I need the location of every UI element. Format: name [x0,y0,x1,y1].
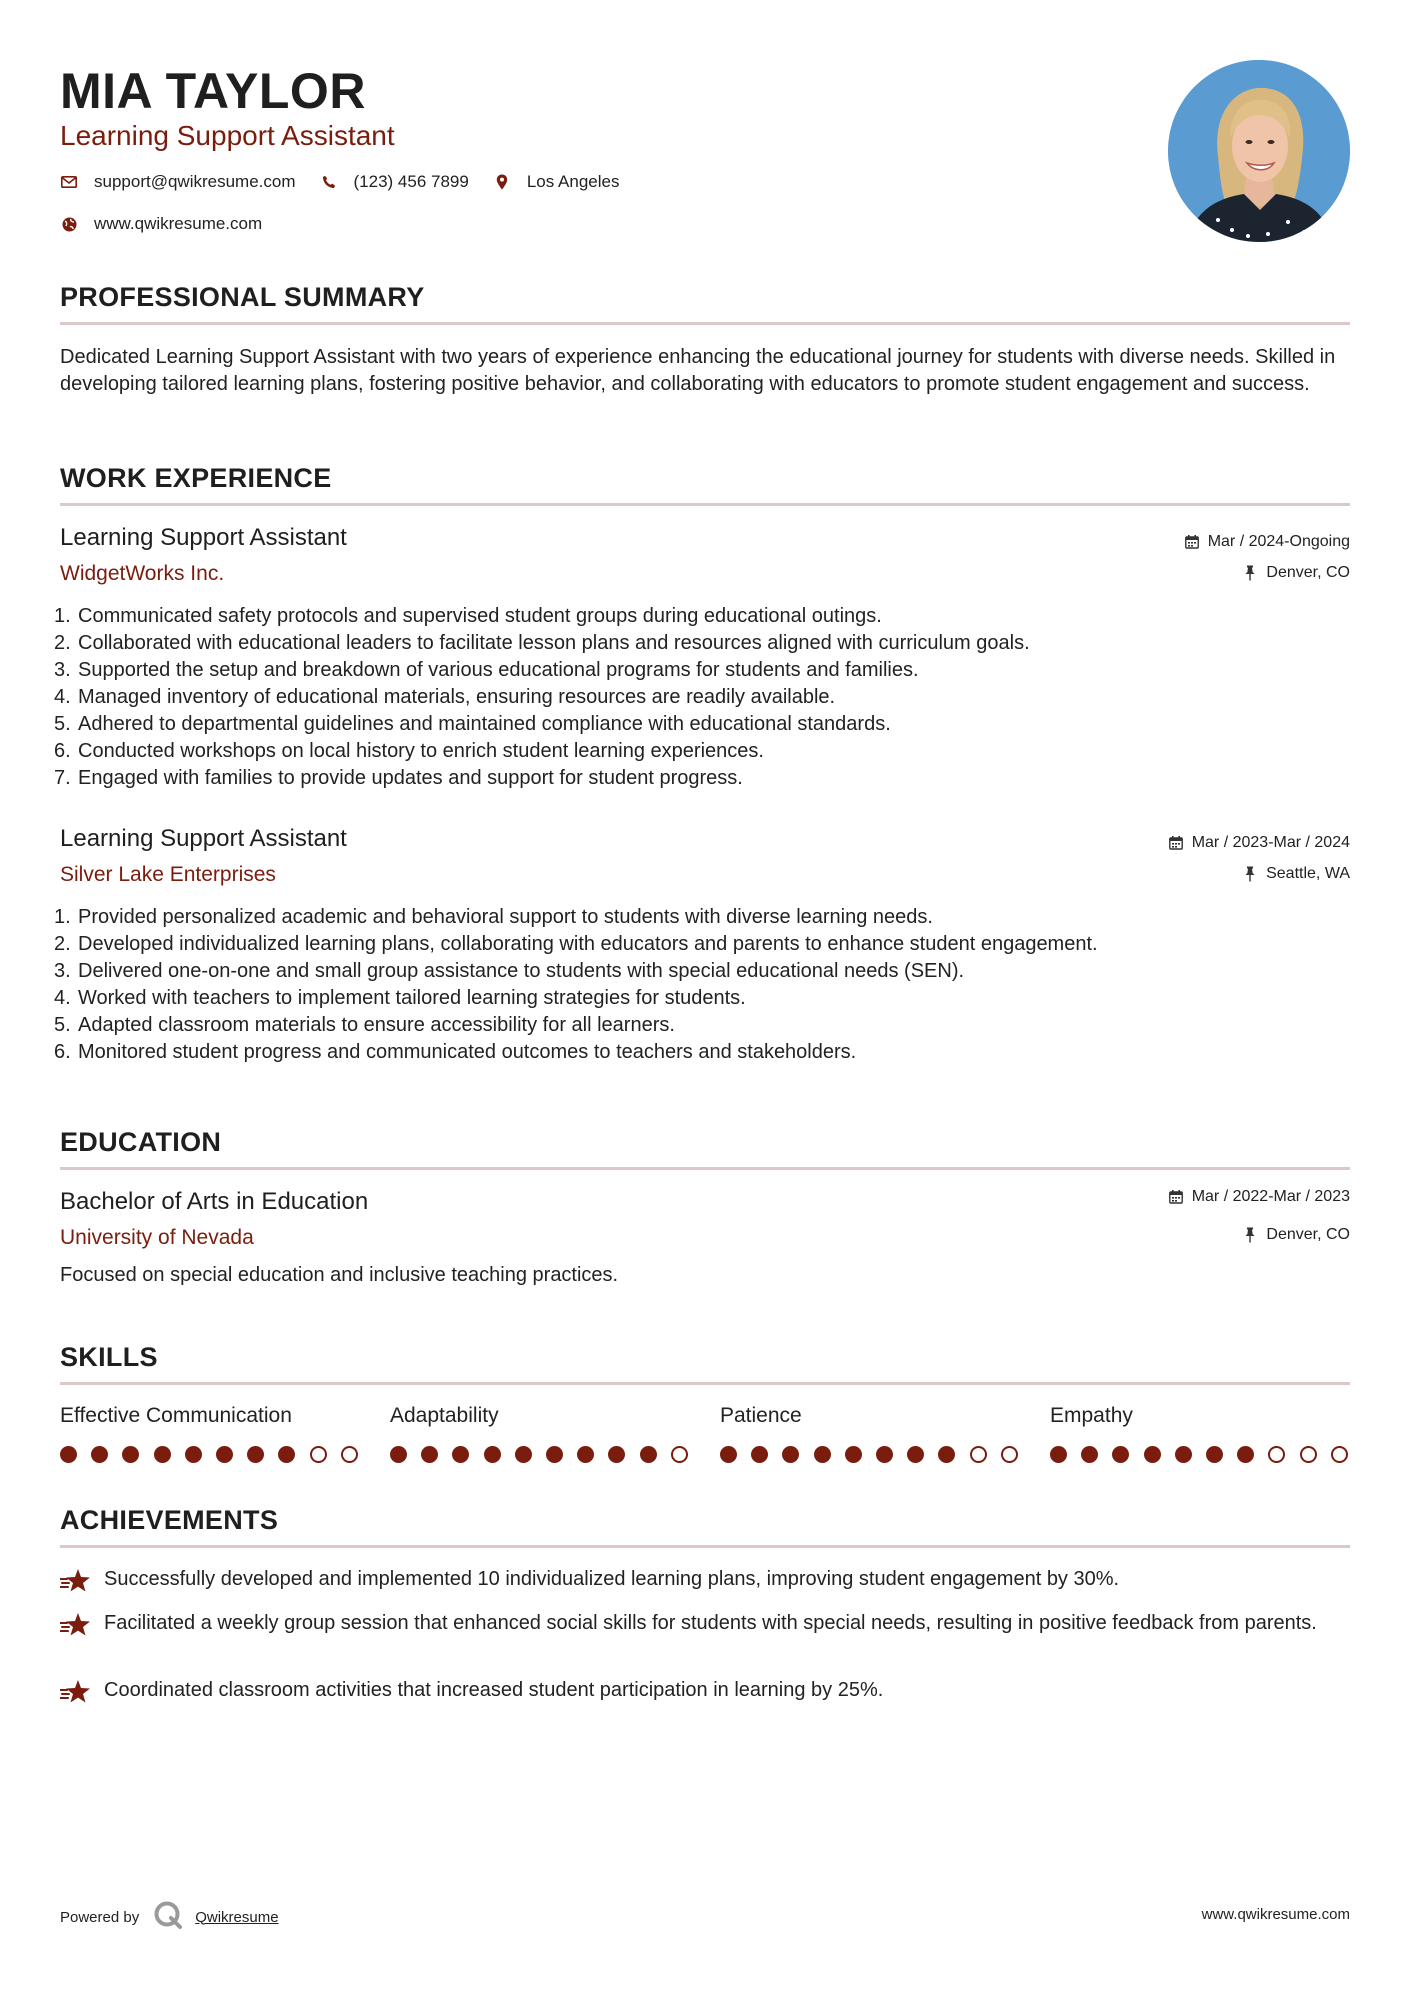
profile-photo [1168,60,1350,242]
rating-dot-filled [421,1446,438,1463]
rating-dot-empty [310,1446,327,1463]
rating-dot-filled [1081,1446,1098,1463]
rating-dot-empty [1268,1446,1285,1463]
rating-dot-filled [577,1446,594,1463]
contact-email[interactable] [60,172,296,192]
list-item: 7. Engaged with families to provide updates and support for student progress. [54,767,743,789]
list-item: 3. Supported the setup and breakdown of various educational programs for students and families. [54,659,919,681]
globe-icon [60,215,78,233]
list-item: 1. Communicated safety protocols and supervised student groups during educational outings. [54,605,882,627]
skills-divider [60,1382,1350,1385]
powered-by-text: Powered by [60,1908,140,1926]
rating-dot-filled [845,1446,862,1463]
education-location [1242,1226,1350,1244]
education-school: University of Nevada [60,1226,254,1249]
achievement-item: Successfully developed and implemented 10 individualized learning plans, improving student engagement by 30%. [60,1566,1350,1602]
job-2-location [1242,865,1350,883]
rating-dot-filled [751,1446,768,1463]
star-achievement-icon [60,1677,104,1713]
phone-text: (123) 456 7899 [353,172,469,191]
rating-dot-empty [1001,1446,1018,1463]
contact-website[interactable] [60,214,262,234]
list-item: 1. Provided personalized academic and behavioral support to students with diverse learning needs. [54,906,933,928]
job-1-dates [1184,533,1350,551]
job-1-title: Learning Support Assistant [60,524,347,551]
skill-label: Empathy [1050,1404,1133,1427]
contact-row-primary [60,172,643,192]
summary-heading: PROFESSIONAL SUMMARY [60,282,425,312]
resume-page [54,0,1350,1990]
skill-rating [60,1446,360,1463]
skill-adaptability [390,1404,690,1463]
website-text: www.qwikresume.com [94,214,263,233]
job-2-location-text: Seattle, WA [1266,865,1350,882]
rating-dot-filled [1050,1446,1067,1463]
pushpin-icon [1242,1227,1258,1243]
achievements-heading: ACHIEVEMENTS [60,1505,279,1535]
rating-dot-filled [608,1446,625,1463]
footer-powered-by [60,1900,279,1934]
calendar-icon [1168,1189,1184,1205]
job-2-responsibilities [54,904,1350,1066]
rating-dot-empty [1331,1446,1348,1463]
location-text: Los Angeles [526,172,620,191]
job-2-company: Silver Lake Enterprises [60,863,276,886]
list-item: 5. Adapted classroom materials to ensure accessibility for all learners. [54,1014,675,1036]
rating-dot-empty [671,1446,688,1463]
skill-effective-communication [60,1404,360,1463]
rating-dot-filled [1206,1446,1223,1463]
list-item: 6. Conducted workshops on local history to enrich student learning experiences. [54,740,764,762]
list-item: 4. Worked with teachers to implement tailored learning strategies for students. [54,987,746,1009]
education-description: Focused on special education and inclusive teaching practices. [60,1264,619,1286]
pushpin-icon [1242,565,1258,581]
achievement-item: Coordinated classroom activities that increased student participation in learning by 25%. [60,1677,1350,1713]
job-1-location-text: Denver, CO [1266,564,1350,581]
achievement-item: Facilitated a weekly group session that enhanced social skills for students with special needs, resulting in positive feedback from parents. [60,1610,1350,1646]
rating-dot-filled [122,1446,139,1463]
location-pin-icon [493,173,511,191]
list-item: 2. Developed individualized learning plans, collaborating with educators and parents to enhance student engagement. [54,933,1098,955]
job-2-dates-text: Mar / 2023-Mar / 2024 [1191,834,1350,851]
mail-icon [60,173,78,191]
skills-heading: SKILLS [60,1342,158,1372]
skill-empathy [1050,1404,1350,1463]
experience-divider [60,503,1350,506]
job-2-dates [1168,834,1350,852]
qwikresume-logo-icon [153,1900,183,1934]
job-2-title: Learning Support Assistant [60,825,347,852]
job-1-responsibilities [54,603,1350,792]
rating-dot-filled [154,1446,171,1463]
rating-dot-filled [484,1446,501,1463]
achievements-divider [60,1545,1350,1548]
rating-dot-filled [907,1446,924,1463]
skill-rating [1050,1446,1350,1463]
rating-dot-filled [1112,1446,1129,1463]
email-text: support@qwikresume.com [94,172,296,191]
list-item: 6. Monitored student progress and communicated outcomes to teachers and stakeholders. [54,1041,857,1063]
calendar-icon [1168,835,1184,851]
phone-icon [320,173,338,191]
list-item: 2. Collaborated with educational leaders to facilitate lesson plans and resources aligned with curriculum goals. [54,632,1030,654]
education-degree: Bachelor of Arts in Education [60,1188,369,1215]
rating-dot-empty [1300,1446,1317,1463]
education-divider [60,1167,1350,1170]
skill-rating [390,1446,690,1463]
list-item: 5. Adhered to departmental guidelines and maintained compliance with educational standards. [54,713,891,735]
education-dates [1168,1188,1350,1206]
rating-dot-filled [278,1446,295,1463]
job-1-dates-text: Mar / 2024-Ongoing [1207,533,1350,550]
rating-dot-filled [1144,1446,1161,1463]
summary-divider [60,322,1350,325]
rating-dot-filled [390,1446,407,1463]
education-dates-text: Mar / 2022-Mar / 2023 [1191,1188,1350,1205]
job-1-company: WidgetWorks Inc. [60,562,225,585]
star-achievement-icon [60,1566,104,1602]
rating-dot-filled [91,1446,108,1463]
summary-text: Dedicated Learning Support Assistant with two years of experience enhancing the educational journey for students with diverse needs. Skilled in developing tailored learning plans, fostering positive behavior, and collaborating with educators to promote student engagement and success. [60,346,1336,395]
rating-dot-filled [515,1446,532,1463]
rating-dot-empty [970,1446,987,1463]
rating-dot-filled [814,1446,831,1463]
rating-dot-filled [876,1446,893,1463]
list-item: 3. Delivered one-on-one and small group assistance to students with special educational needs (SEN). [54,960,965,982]
skill-label: Patience [720,1404,802,1427]
rating-dot-filled [247,1446,264,1463]
skill-rating [720,1446,1020,1463]
skill-label: Effective Communication [60,1404,292,1427]
rating-dot-filled [938,1446,955,1463]
rating-dot-filled [640,1446,657,1463]
qwikresume-link[interactable]: Qwikresume [195,1908,279,1926]
education-location-text: Denver, CO [1266,1226,1350,1243]
candidate-role: Learning Support Assistant [60,120,395,151]
calendar-icon [1184,534,1200,550]
pushpin-icon [1242,866,1258,882]
contact-row-secondary [60,214,286,234]
list-item: 4. Managed inventory of educational materials, ensuring resources are readily available. [54,686,836,708]
rating-dot-empty [341,1446,358,1463]
experience-heading: WORK EXPERIENCE [60,463,332,493]
rating-dot-filled [546,1446,563,1463]
rating-dot-filled [216,1446,233,1463]
skill-label: Adaptability [390,1404,499,1427]
star-achievement-icon [60,1610,104,1646]
rating-dot-filled [720,1446,737,1463]
rating-dot-filled [185,1446,202,1463]
education-heading: EDUCATION [60,1127,222,1157]
rating-dot-filled [782,1446,799,1463]
contact-location [493,172,620,192]
job-1-location [1242,564,1350,582]
rating-dot-filled [60,1446,77,1463]
contact-phone[interactable] [320,172,469,192]
candidate-name: MIA TAYLOR [60,63,366,119]
rating-dot-filled [1237,1446,1254,1463]
footer-website[interactable]: www.qwikresume.com [1201,1906,1350,1923]
rating-dot-filled [452,1446,469,1463]
rating-dot-filled [1175,1446,1192,1463]
skill-patience [720,1404,1020,1463]
